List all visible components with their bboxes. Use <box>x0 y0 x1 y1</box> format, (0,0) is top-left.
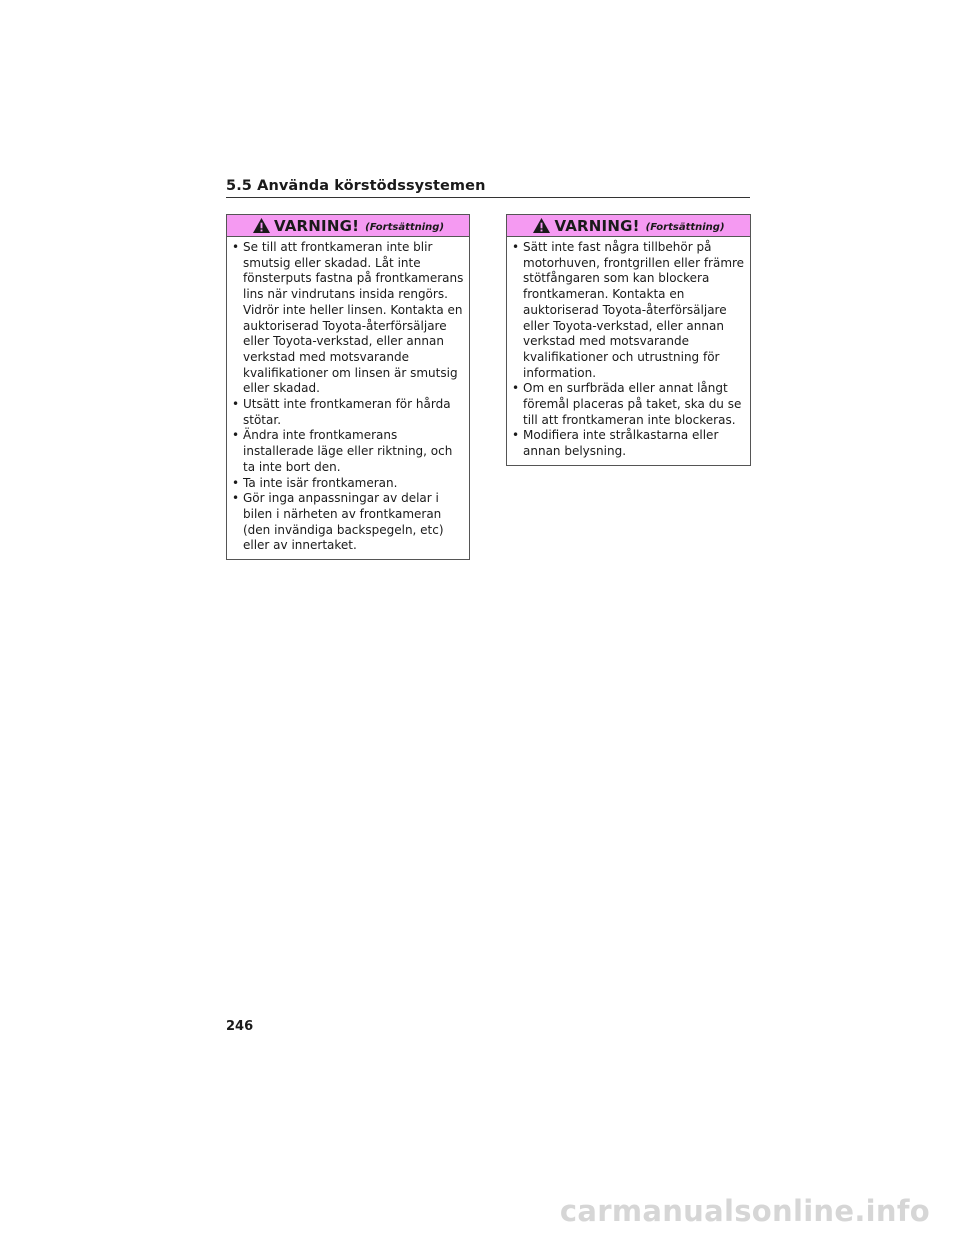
warning-header <box>507 215 750 237</box>
warning-header <box>227 215 469 237</box>
warning-box-left <box>226 214 470 560</box>
warning-subtitle: (Fortsättning) <box>365 221 445 233</box>
warning-list <box>227 237 469 554</box>
warning-triangle-icon <box>532 217 551 234</box>
warning-title: VARNING! <box>273 216 360 235</box>
watermark: carmanualsonline.info <box>559 1194 930 1228</box>
warning-title: VARNING! <box>554 216 640 235</box>
list-item: • Ta inte isär frontkameran. <box>231 476 465 492</box>
warning-triangle-icon <box>252 217 271 234</box>
list-item: • Ändra inte frontkamerans installerade läge eller riktning, och ta inte bort den. <box>231 428 465 475</box>
section-title: 5.5 Använda körstödssystemen <box>226 178 750 198</box>
list-item: • Modifiera inte strålkastarna eller annan belysning. <box>511 428 746 459</box>
list-item: • Sätt inte fast några tillbehör på motorhuven, frontgrillen eller främre stötfångaren som kan blockera frontkameran. Kontakta en auktoriserad Toyota-återförsäljare eller Toyota-verkstad, eller annan verkstad med motsvarande kvalifikationer och utrustning för information. <box>511 240 746 381</box>
list-item: • Om en surfbräda eller annat långt föremål placeras på taket, ska du se till att frontkameran inte blockeras. <box>511 381 746 428</box>
list-item: • Gör inga anpassningar av delar i bilen i närheten av frontkameran (den invändiga backspegeln, etc) eller av innertaket. <box>231 491 465 554</box>
warning-box-right <box>506 214 751 466</box>
warning-subtitle: (Fortsättning) <box>645 221 725 233</box>
page-number: 246 <box>226 1019 254 1034</box>
warning-list <box>507 237 750 460</box>
list-item: • Se till att frontkameran inte blir smutsig eller skadad. Låt inte fönsterputs fastna på frontkamerans lins när vindrutans insida rengörs. Vidrör inte heller linsen. Kontakta en auktoriserad Toyota-återförsäljare eller Toyota-verkstad, eller annan verkstad med motsvarande kvalifikationer om linsen är smutsig eller skadad. <box>231 240 465 397</box>
list-item: • Utsätt inte frontkameran för hårda stötar. <box>231 397 465 428</box>
